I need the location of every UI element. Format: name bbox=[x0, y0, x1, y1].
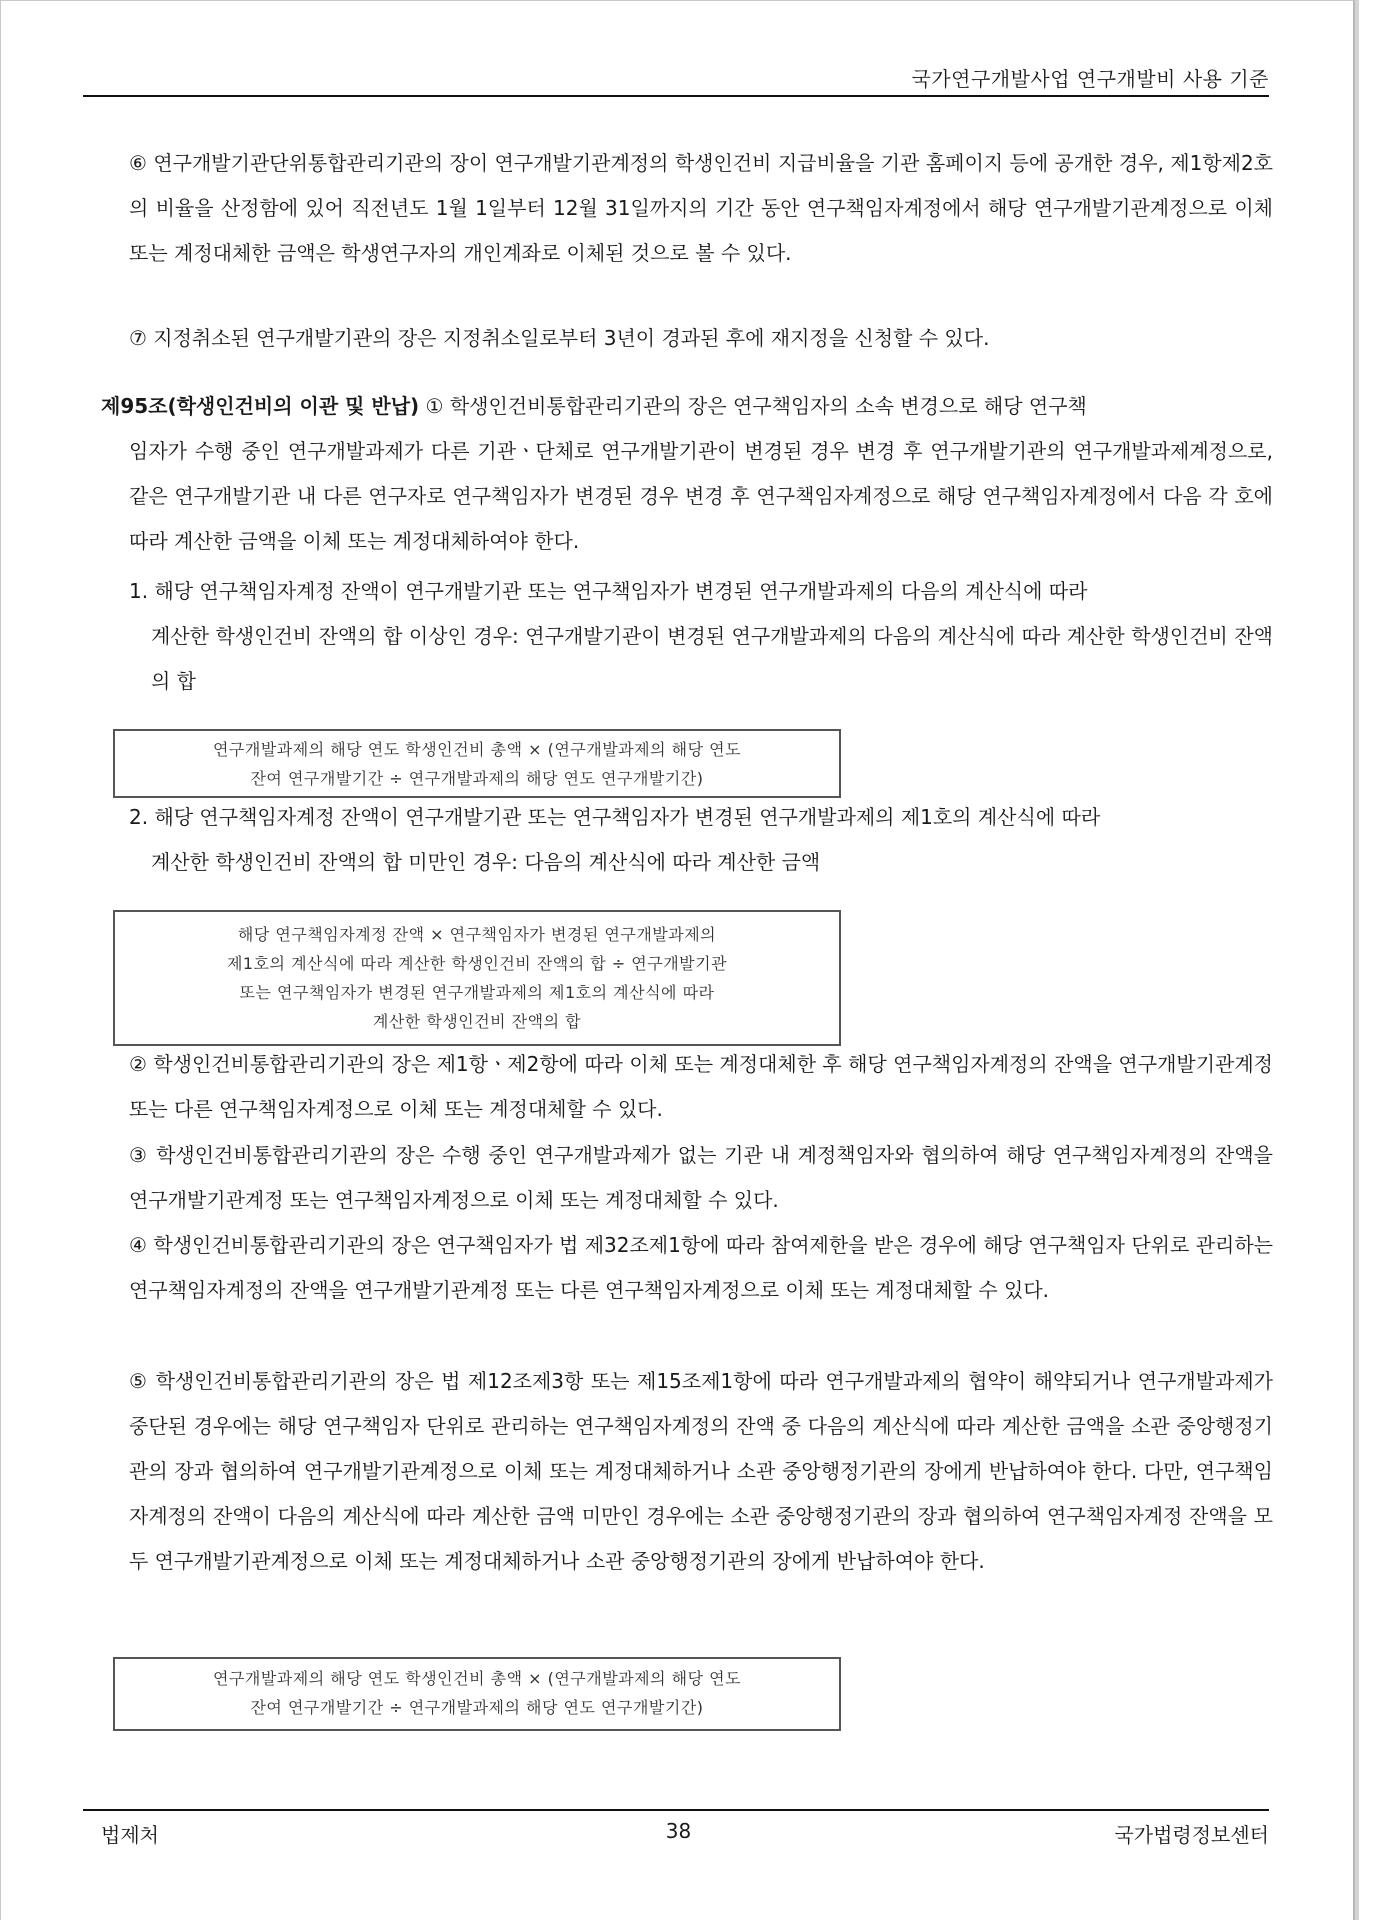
formula-line: 해당 연구책임자계정 잔액 × 연구책임자가 변경된 연구개발과제의 bbox=[237, 925, 717, 944]
formula-line: 또는 연구책임자가 변경된 연구개발과제의 제1호의 계산식에 따라 bbox=[239, 983, 715, 1002]
item-2 bbox=[129, 795, 1273, 885]
formula-box-1 bbox=[113, 729, 841, 798]
formula-line: 연구개발과제의 해당 연도 학생인건비 총액 × (연구개발과제의 해당 연도 bbox=[212, 1669, 742, 1688]
paragraph-5: ⑤ 학생인건비통합관리기관의 장은 법 제12조제3항 또는 제15조제1항에 따라 연구개발과제의 협약이 해약되거나 연구개발과제가 중단된 경우에는 해당 연구책임자 단위로 관리하는 연구책임자계정의 잔액 중 다음의 계산식에 따라 계산한 금액을 소관 중앙행정기관의 장과 협의하여 연구개발기관계정으로 이체 또는 계정대체하거나 소관 중앙행정기관의 장에게 반납하여야 한다. 다만, 연구책임자계정의 잔액이 다음의 계산식에 따라 계산한 금액 미만인 경우에는 소관 중앙행정기관의 장과 협의하여 연구책임자계정 잔액을 모두 연구개발기관계정으로 이체 또는 계정대체하거나 소관 중앙행정기관의 장에게 반납하여야 한다. bbox=[129, 1369, 1273, 1573]
item-1 bbox=[129, 569, 1273, 704]
footer-publisher: 국가법령정보센터 bbox=[1114, 1823, 1269, 1847]
paragraph-4: ④ 학생인건비통합관리기관의 장은 연구책임자가 법 제32조제1항에 따라 참여제한을 받은 경우에 해당 연구책임자 단위로 관리하는 연구책임자계정의 잔액을 연구개발기관계정 또는 다른 연구책임자계정으로 이체 또는 계정대체할 수 있다. bbox=[129, 1233, 1273, 1302]
paragraph-7: ⑦ 지정취소된 연구개발기관의 장은 지정취소일로부터 3년이 경과된 후에 재지정을 신청할 수 있다. bbox=[129, 326, 990, 350]
footer-source: 법제처 bbox=[101, 1823, 159, 1847]
article-para1-first: ① 학생인건비통합관리기관의 장은 연구책임자의 소속 변경으로 해당 연구책 bbox=[425, 394, 1087, 418]
formula-line: 제1호의 계산식에 따라 계산한 학생인건비 잔액의 합 ÷ 연구개발기관 bbox=[226, 954, 728, 973]
footer-rule bbox=[83, 1809, 1269, 1811]
article-para1-rest: 임자가 수행 중인 연구개발과제가 다른 기관ㆍ단체로 연구개발기관이 변경된 경우 변경 후 연구개발기관의 연구개발과제계정으로, 같은 연구개발기관 내 다른 연구자로 연구책임자가 변경된 경우 변경 후 연구책임자계정으로 해당 연구책임자계정에서 다음 각 호에 따라 계산한 금액을 이체 또는 계정대체하여야 한다. bbox=[129, 439, 1273, 553]
item-2-text: 2. 해당 연구책임자계정 잔액이 연구개발기관 또는 연구책임자가 변경된 연구개발과제의 제1호의 계산식에 따라 bbox=[129, 805, 1101, 829]
formula-line: 연구개발과제의 해당 연도 학생인건비 총액 × (연구개발과제의 해당 연도 bbox=[212, 740, 742, 759]
running-header: 국가연구개발사업 연구개발비 사용 기준 bbox=[911, 67, 1269, 91]
page-number: 38 bbox=[665, 1819, 692, 1843]
paragraph-3: ③ 학생인건비통합관리기관의 장은 수행 중인 연구개발과제가 없는 기관 내 계정책임자와 협의하여 해당 연구책임자계정의 잔액을 연구개발기관계정 또는 연구책임자계정으로 이체 또는 계정대체할 수 있다. bbox=[129, 1143, 1273, 1212]
paragraph-2: ② 학생인건비통합관리기관의 장은 제1항ㆍ제2항에 따라 이체 또는 계정대체한 후 해당 연구책임자계정의 잔액을 연구개발기관계정 또는 다른 연구책임자계정으로 이체 또는 계정대체할 수 있다. bbox=[129, 1052, 1273, 1121]
item-2-cont: 계산한 학생인건비 잔액의 합 미만인 경우: 다음의 계산식에 따라 계산한 금액 bbox=[151, 850, 821, 874]
formula-box-2 bbox=[113, 910, 841, 1046]
article-95 bbox=[101, 384, 1273, 564]
formula-line: 잔여 연구개발기간 ÷ 연구개발과제의 해당 연도 연구개발기간) bbox=[250, 1698, 704, 1717]
header-rule bbox=[83, 95, 1269, 97]
formula-line: 잔여 연구개발기간 ÷ 연구개발과제의 해당 연도 연구개발기간) bbox=[250, 769, 704, 788]
item-1-text: 1. 해당 연구책임자계정 잔액이 연구개발기관 또는 연구책임자가 변경된 연구개발과제의 다음의 계산식에 따라 bbox=[129, 579, 1088, 603]
paragraph-6: ⑥ 연구개발기관단위통합관리기관의 장이 연구개발기관계정의 학생인건비 지급비율을 기관 홈페이지 등에 공개한 경우, 제1항제2호의 비율을 산정함에 있어 직전년도 1월 1일부터 12월 31일까지의 기간 동안 연구책임자계정에서 해당 연구개발기관계정으로 이체 또는 계정대체한 금액은 학생연구자의 개인계좌로 이체된 것으로 볼 수 있다. bbox=[129, 151, 1273, 265]
formula-box-3 bbox=[113, 1657, 841, 1731]
article-heading: 제95조(학생인건비의 이관 및 반납) bbox=[101, 394, 420, 418]
formula-line: 계산한 학생인건비 잔액의 합 bbox=[372, 1012, 582, 1031]
item-1-cont: 계산한 학생인건비 잔액의 합 이상인 경우: 연구개발기관이 변경된 연구개발과제의 다음의 계산식에 따라 계산한 학생인건비 잔액의 합 bbox=[151, 624, 1273, 693]
